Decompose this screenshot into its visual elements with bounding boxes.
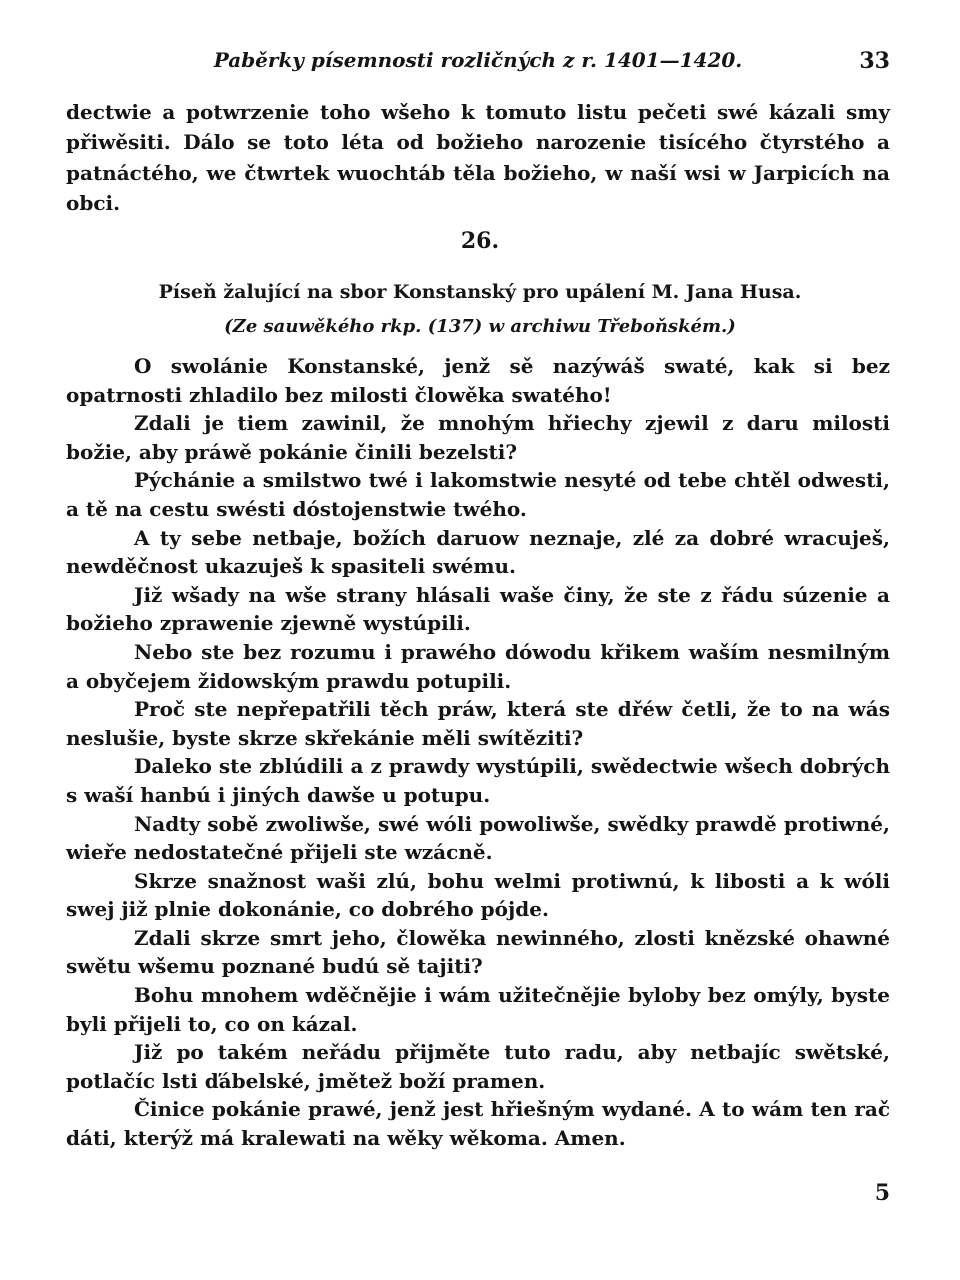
verse: Činice pokánie prawé, jenž jest hřiešným wydané. A to wám ten rač dáti, kterýž má kralewati na wěky wěkoma. Amen.: [66, 1097, 890, 1151]
verse: Pýchánie a smilstwo twé i lakomstwie nesyté od tebe chtěl odwesti, a tě na cestu swésti dóstojenstwie twého.: [66, 468, 890, 521]
verse: A ty sebe netbaje, božích daruow neznaje, zlé za dobré wracuješ, newděčnost ukazuješ k spasiteli swému.: [66, 525, 890, 579]
verse: Zdali je tiem zawinil, že mnohým hřiechy zjewil z daru milosti božie, aby práwě pokánie činili bezelsti?: [66, 411, 890, 464]
poem-title: Píseň žalující na sbor Konstanský pro upálení M. Jana Husa.: [158, 281, 802, 303]
verse: Již po takém neřádu přijměte tuto radu, aby netbajíc swětské, potlačíc lsti ďábelské, jmětež boží pramen.: [66, 1040, 890, 1093]
verse: Již wšady na wše strany hlásali waše činy, že ste z řádu súzenie a božieho zprawenie zjewně wystúpili.: [66, 582, 890, 636]
section-number: 26.: [460, 228, 500, 254]
verse: Daleko ste zblúdili a z prawdy wystúpili, swědectwie wšech dobrých s waší hanbú i jiných dawše u potupu.: [66, 754, 890, 807]
verse: O swolánie Konstanské, jenž sě nazýwáš swaté, kak si bez opatrnosti zhladilo bez milosti člowěka swatého!: [66, 354, 890, 407]
running-head: [66, 48, 890, 78]
verse: Skrze snažnost waši zlú, bohu welmi protiwnú, k libosti a k wóli swej již plnie dokonánie, co dobrého pójde.: [66, 868, 890, 922]
source-note: (Ze sauwěkého rkp. (137) w archiwu Třeboňském.): [224, 316, 736, 337]
verse: Proč ste nepřepatřili těch práw, která ste dřéw četli, že to na wás neslušie, byste skrze skřekánie měli swítěziti?: [66, 697, 890, 750]
verse: Nadty sobě zwoliwše, swé wóli powoliwše, swědky prawdě protiwné, wieře nedostatečné přijeli ste wzácně.: [66, 811, 890, 865]
page-number: 33: [859, 48, 890, 74]
running-title: Paběrky písemnosti rozličných z r. 1401—1420.: [213, 48, 743, 72]
verse: Zdali skrze smrt jeho, člowěka newinného, zlosti knězské ohawné swětu wšemu poznané budú sě tajiti?: [66, 925, 890, 979]
verse: Bohu mnohem wděčnějie i wám užitečnějie byloby bez omýly, byste byli přijeli to, co on kázal.: [66, 983, 890, 1036]
signature-mark: 5: [874, 1180, 890, 1206]
verse: Nebo ste bez rozumu i prawého dówodu křikem waším nesmilným a obyčejem židowským prawdu potupili.: [66, 639, 890, 693]
poem-body: [66, 352, 890, 1153]
intro-paragraph: dectwie a potwrzenie toho wšeho k tomuto listu pečeti swé kázali smy přiwěsiti. Dálo se toto léta od božieho narozenie tisícého čtyrstého a patnáctého, we čtwrtek wuochtáb těla božieho, w naší wsi w Jarpicích na obci.: [66, 100, 890, 215]
